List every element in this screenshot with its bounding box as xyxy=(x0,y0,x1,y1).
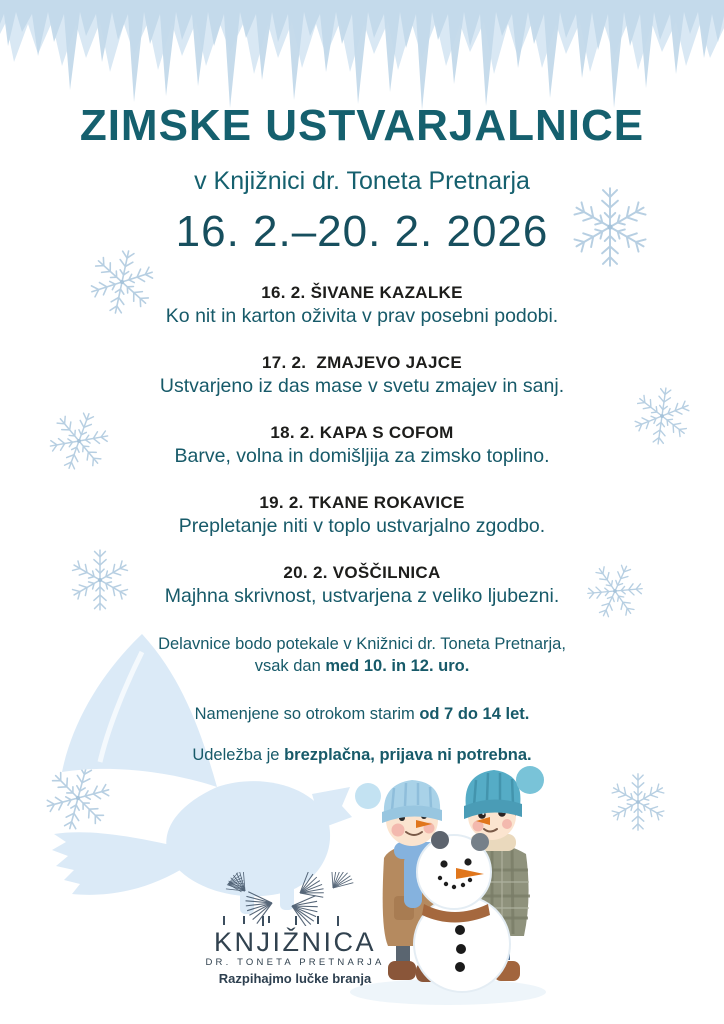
workshop-description: Ustvarjeno iz das mase v svetu zmajev in sanj. xyxy=(159,375,565,397)
workshop-item xyxy=(0,563,724,608)
logo-ray xyxy=(243,916,245,924)
workshop-item xyxy=(0,423,724,468)
workshop-item xyxy=(0,353,724,398)
logo-ray xyxy=(223,916,225,925)
workshop-title: 19. 2. TKANE ROKAVICE xyxy=(259,493,465,512)
info-fee: Udeležba je brezplačna, prijava ni potrebna. xyxy=(192,746,532,764)
workshop-title: 18. 2. KAPA S COFOM xyxy=(270,423,454,442)
info-block xyxy=(0,633,724,766)
workshop-item xyxy=(0,493,724,538)
workshop-item xyxy=(0,283,724,328)
children-snowman-illustration xyxy=(332,758,564,1014)
date-range: 16. 2.–20. 2. 2026 xyxy=(175,207,549,256)
logo-name: KNJIŽNICA xyxy=(213,927,376,957)
poster-title: ZIMSKE USTVARJALNICE xyxy=(79,101,645,150)
workshop-title: 17. 2. ZMAJEVO JAJCE xyxy=(262,353,462,372)
logo-tagline: Razpihajmo lučke branja xyxy=(218,971,372,986)
workshop-description: Ko nit in karton oživita v prav posebni podobi. xyxy=(165,305,559,327)
workshop-description: Barve, volna in domišljija za zimsko toplino. xyxy=(174,445,550,467)
logo-ray xyxy=(262,916,264,926)
logo-subname: DR. TONETA PRETNARJA xyxy=(205,957,385,968)
workshop-title: 16. 2. ŠIVANE KAZALKE xyxy=(261,283,463,302)
logo-ray xyxy=(295,916,297,925)
workshop-title: 20. 2. VOŠČILNICA xyxy=(283,563,441,582)
poster-subtitle: v Knjižnici dr. Toneta Pretnarja xyxy=(194,167,530,195)
info-venue: Delavnice bodo potekale v Knižnici dr. Toneta Pretnarja, vsak dan med 10. in 12. uro. xyxy=(158,635,566,675)
logo-ray xyxy=(268,916,270,923)
info-audience: Namenjene so otrokom starim od 7 do 14 let. xyxy=(194,705,530,723)
workshop-list xyxy=(0,283,724,633)
workshop-description: Majhna skrivnost, ustvarjena z veliko ljubezni. xyxy=(164,585,560,607)
logo-ray xyxy=(317,916,319,924)
icicle-border xyxy=(0,0,724,112)
workshop-description: Prepletanje niti v toplo ustvarjalno zgodbo. xyxy=(178,515,546,537)
snowflake-icon xyxy=(606,770,670,834)
